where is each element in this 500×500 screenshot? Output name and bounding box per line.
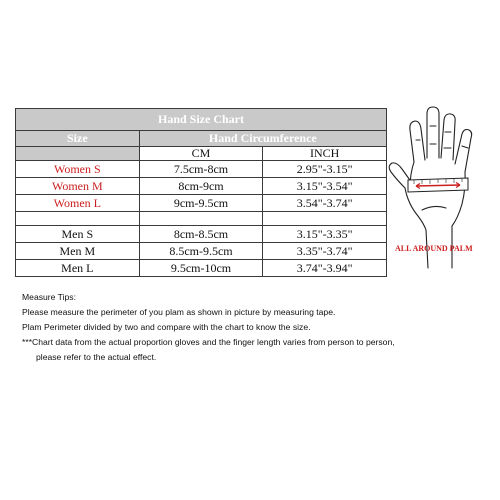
cm-cell: 9.5cm-10cm	[139, 260, 263, 277]
table-row	[16, 226, 387, 243]
measuring-tape	[408, 178, 468, 192]
table-separator-row	[16, 212, 387, 226]
tips-line: ***Chart data from the actual proportion gloves and the finger length varies from person to person,	[22, 337, 395, 347]
cm-cell: 8cm-9cm	[139, 178, 263, 195]
inch-cell: 3.15"-3.54"	[263, 178, 387, 195]
tips-line: Plam Perimeter divided by two and compare with the chart to know the size.	[22, 322, 311, 332]
chart-title: Hand Size Chart	[16, 109, 387, 131]
size-header: Size	[16, 131, 140, 147]
inch-cell: 3.15"-3.35"	[263, 226, 387, 243]
cm-cell: 8.5cm-9.5cm	[139, 243, 263, 260]
table-row	[16, 243, 387, 260]
cm-cell: 7.5cm-8cm	[139, 161, 263, 178]
size-cell: Women S	[16, 161, 140, 178]
tips-line: please refer to the actual effect.	[36, 352, 157, 362]
inch-cell: 3.74"-3.94"	[263, 260, 387, 277]
measure-tips	[22, 290, 492, 365]
all-around-palm-label: ALL AROUND PALM	[395, 244, 473, 253]
cm-cell: 8cm-8.5cm	[139, 226, 263, 243]
table-row	[16, 260, 387, 277]
size-cell: Women L	[16, 195, 140, 212]
inch-header: INCH	[263, 147, 387, 161]
circumference-header: Hand Circumference	[139, 131, 386, 147]
inch-cell: 3.35"-3.74"	[263, 243, 387, 260]
size-cell: Men M	[16, 243, 140, 260]
table-row	[16, 178, 387, 195]
inch-cell: 3.54"-3.74"	[263, 195, 387, 212]
tips-heading: Measure Tips:	[22, 292, 76, 302]
size-cell: Men S	[16, 226, 140, 243]
cm-header: CM	[139, 147, 263, 161]
table-row	[16, 195, 387, 212]
inch-cell: 2.95"-3.15"	[263, 161, 387, 178]
hand-size-table	[15, 108, 387, 277]
cm-cell: 9cm-9.5cm	[139, 195, 263, 212]
table-row	[16, 161, 387, 178]
size-cell: Women M	[16, 178, 140, 195]
size-cell: Men L	[16, 260, 140, 277]
size-header-spacer	[16, 147, 140, 161]
tips-line: Please measure the perimeter of you plam as shown in picture by measuring tape.	[22, 307, 336, 317]
